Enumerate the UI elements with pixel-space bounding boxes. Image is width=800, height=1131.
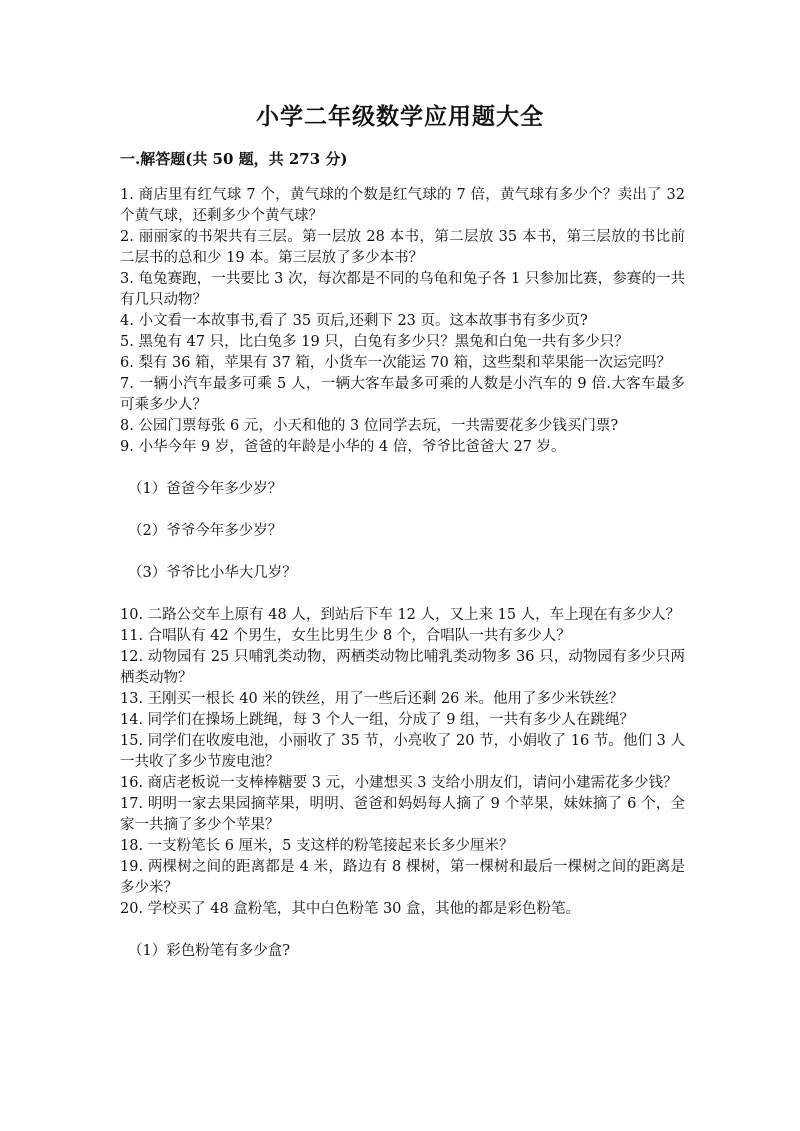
question-20: 20. 学校买了 48 盒粉笔，其中白色粉笔 30 盒，其他的都是彩色粉笔。 (120, 901, 581, 917)
question-9-sub-1: （1）爸爸今年多少岁？ (128, 481, 283, 497)
question-13: 13. 王刚买一根长 40 米的铁丝，用了一些后还剩 26 米。他用了多少米铁丝？ (120, 691, 624, 707)
question-10: 10. 二路公交车上原有 48 人，到站后下车 12 人，又上来 15 人，车上现在有多少人？ (120, 607, 681, 623)
question-1: 1. 商店里有红气球 7 个，黄气球的个数是红气球的 7 倍，黄气球有多少个？卖出了 32 个黄气球，还剩多少个黄气球？ (120, 187, 685, 224)
page-title: 小学二年级数学应用题大全 (256, 103, 544, 130)
question-15: 15. 同学们在收废电池，小丽收了 35 节，小亮收了 20 节，小娟收了 16 节。他们 3 人一共收了多少节废电池？ (120, 733, 685, 770)
question-11: 11. 合唱队有 42 个男生，女生比男生少 8 个，合唱队一共有多少人？ (120, 628, 571, 644)
question-16: 16. 商店老板说一支棒棒糖要 3 元，小建想买 3 支给小朋友们，请问小建需花多少钱？ (120, 775, 678, 791)
question-2: 2. 丽丽家的书架共有三层。第一层放 28 本书，第二层放 35 本书，第三层放的书比前二层书的总和少 19 本。第三层放了多少本书？ (120, 229, 685, 266)
question-5: 5. 黑兔有 47 只，比白兔多 19 只，白兔有多少只？黑兔和白兔一共有多少只？ (120, 334, 629, 350)
question-7: 7. 一辆小汽车最多可乘 5 人，一辆大客车最多可乘的人数是小汽车的 9 倍.大客车最多可乘多少人？ (120, 376, 685, 413)
question-9-sub-3: （3）爷爷比小华大几岁？ (128, 565, 297, 581)
question-18: 18. 一支粉笔长 6 厘米，5 支这样的粉笔接起来长多少厘米？ (120, 838, 514, 854)
question-4: 4. 小文看一本故事书,看了 35 页后,还剩下 23 页。这本故事书有多少页? (120, 313, 588, 329)
question-3: 3. 龟兔赛跑，一共要比 3 次，每次都是不同的乌龟和兔子各 1 只参加比赛，参赛的一共有几只动物？ (120, 271, 685, 308)
question-20-sub-1: （1）彩色粉笔有多少盒? (128, 943, 290, 959)
question-6: 6. 梨有 36 箱，苹果有 37 箱，小货车一次能运 70 箱，这些梨和苹果能一次运完吗？ (120, 355, 671, 371)
question-8: 8. 公园门票每张 6 元，小天和他的 3 位同学去玩，一共需要花多少钱买门票? (120, 418, 619, 434)
section-heading: 一.解答题(共 50 题，共 273 分) (120, 150, 348, 168)
question-14: 14. 同学们在操场上跳绳，每 3 个人一组，分成了 9 组，一共有多少人在跳绳？ (120, 712, 635, 728)
question-9: 9. 小华今年 9 岁，爸爸的年龄是小华的 4 倍，爷爷比爸爸大 27 岁。 (120, 439, 566, 455)
question-9-sub-2: （2）爷爷今年多少岁？ (128, 523, 283, 539)
question-12: 12. 动物园有 25 只哺乳类动物，两栖类动物比哺乳类动物多 36 只，动物园有多少只两栖类动物？ (120, 649, 685, 686)
question-list (120, 185, 685, 962)
question-17: 17. 明明一家去果园摘苹果，明明、爸爸和妈妈每人摘了 9 个苹果，妹妹摘了 6 个，全家一共摘了多少个苹果？ (120, 796, 685, 833)
question-19: 19. 两棵树之间的距离都是 4 米，路边有 8 棵树，第一棵树和最后一棵树之间的距离是多少米？ (120, 859, 685, 896)
